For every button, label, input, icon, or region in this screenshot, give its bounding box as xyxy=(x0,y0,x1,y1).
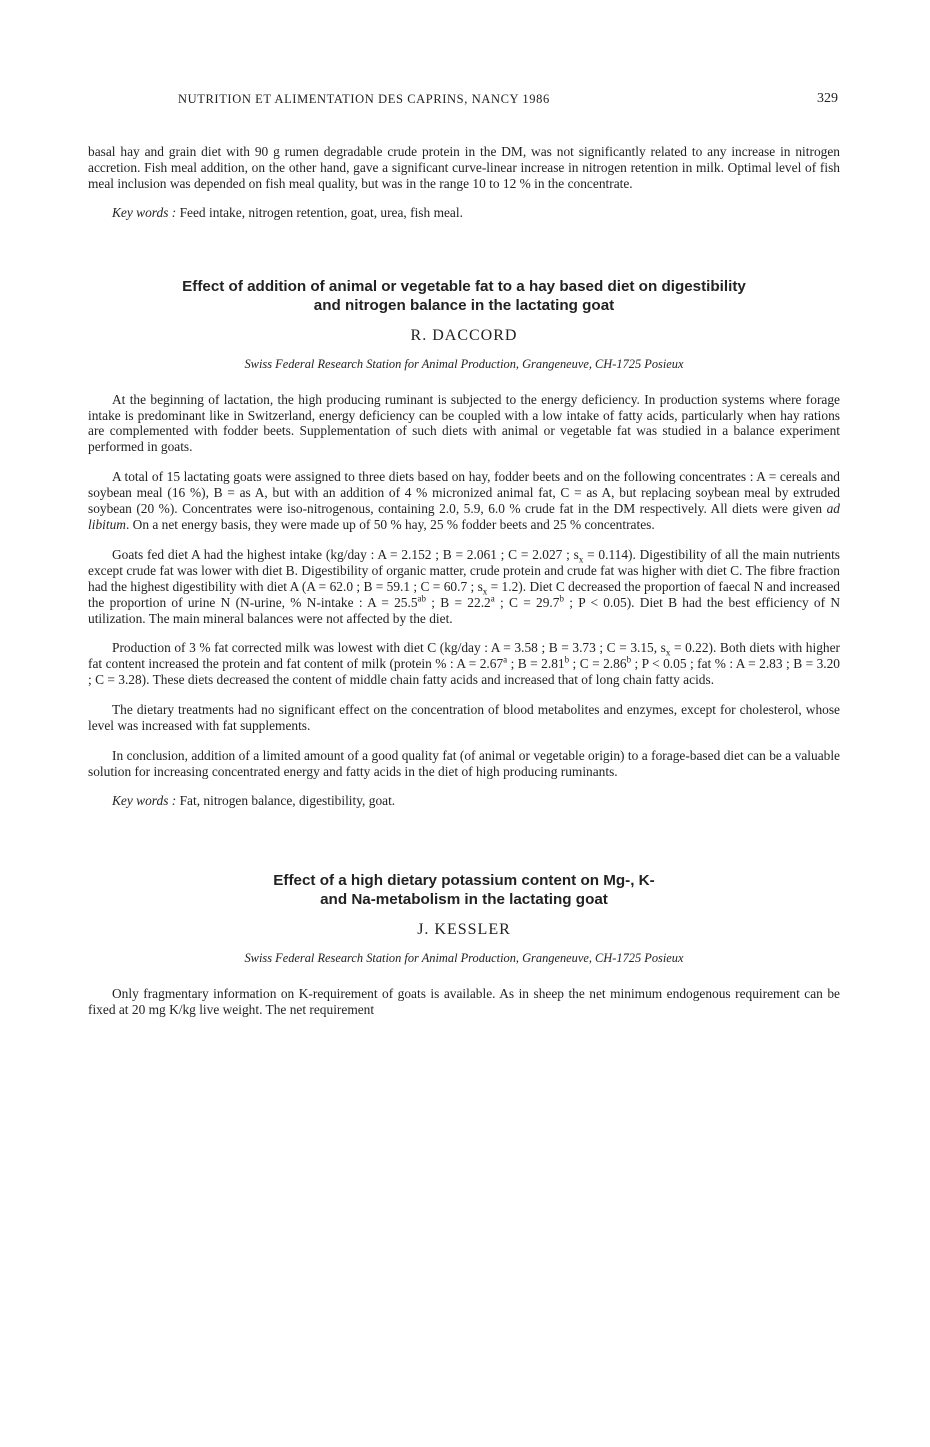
article1-author: R. DACCORD xyxy=(410,326,518,344)
keywords-label: Key words : xyxy=(112,204,177,220)
p4-text-b: = 0.22). Both diets with higher fat content increased the protein and fat content of milk (protein % : A = 2.67 xyxy=(88,640,840,672)
p4-sup-1: a xyxy=(503,654,508,665)
article1-keywords xyxy=(88,793,840,809)
page-number: 329 xyxy=(817,91,838,106)
p4-sup-2: b xyxy=(564,654,570,665)
article1-title xyxy=(88,277,840,315)
keywords-text: Fat, nitrogen balance, digestibility, goat. xyxy=(179,792,396,808)
intro-paragraph: basal hay and grain diet with 90 g rumen degradable crude protein in the DM, was not significantly related to any increase in nitrogen accretion. Fish meal addition, on the other hand, gave a significant curve-linear increase in nitrogen retention in milk. Optimal level of fish meal inclusion was depended on fish meal quality, but was in the range 10 to 12 % in the concentrate. xyxy=(88,144,840,191)
p3-sub-1: x xyxy=(578,554,584,565)
p3-text-b: = 0.114). Digestibility of all the main nutrients except crude fat was lower with diet B. Digestibility of organic matter, crude protein and crude fat was higher with diet C. The fibre fraction had the highest digestibility with diet A (A = 62.0 ; B = 59.1 ; C = 60.7 ; s xyxy=(88,546,840,594)
article1-paragraph-3 xyxy=(88,547,840,627)
article1-paragraph-4 xyxy=(88,640,840,688)
p4-text-d: ; C = 2.86 xyxy=(569,656,627,672)
running-title: NUTRITION ET ALIMENTATION DES CAPRINS, NANCY 1986 xyxy=(178,92,550,106)
keywords-label: Key words : xyxy=(112,792,177,808)
running-header xyxy=(88,92,840,116)
article1-paragraph-1: At the beginning of lactation, the high producing ruminant is subjected to the energy deficiency. In production systems where forage intake is predominant like in Switzerland, energy deficiency can be coupled with a low intake of fatty acids, particularly when hay rations are complemented with fodder beets. Supplementation of such diets with animal or vegetable fat was studied in a balance experiment performed in goats. xyxy=(88,391,840,455)
p3-text-e: ; C = 29.7 xyxy=(494,594,560,610)
p4-text-c: ; B = 2.81 xyxy=(507,656,565,672)
p4-text-e: ; P < 0.05 ; fat % : A = 2.83 ; B = 3.20 ; C = 3.28). These diets decreased the content of middle chain fatty acids and increased that of long chain fatty acids. xyxy=(88,656,841,688)
p3-sup-3: b xyxy=(559,593,564,604)
p3-sub-2: x xyxy=(482,586,488,597)
article1-affiliation: Swiss Federal Research Station for Animal Production, Grangeneuve, CH-1725 Posieux xyxy=(244,356,684,371)
article1-paragraph-5: The dietary treatments had no significant effect on the concentration of blood metabolites and enzymes, except for cholesterol, whose level was increased with fat supplements. xyxy=(88,702,840,734)
p4-sub-1: x xyxy=(665,648,671,659)
intro-keywords xyxy=(88,205,840,221)
p3-text-d: ; B = 22.2 xyxy=(426,594,491,610)
keywords-text: Feed intake, nitrogen retention, goat, urea, fish meal. xyxy=(179,204,463,220)
article2-affiliation: Swiss Federal Research Station for Animal Production, Grangeneuve, CH-1725 Posieux xyxy=(244,950,684,965)
article1-paragraph-2 xyxy=(88,469,840,533)
p4-text-a: Production of 3 % fat corrected milk was lowest with diet C (kg/day : A = 3.58 ; B = 3.73 ; C = 3.15, s xyxy=(112,640,666,656)
p3-text-a: Goats fed diet A had the highest intake (kg/day : A = 2.152 ; B = 2.061 ; C = 2.027 ; s xyxy=(112,546,579,562)
p3-text-f: ; P < 0.05). Diet B had the best efficiency of N utilization. The main mineral balances were not affected by the diet. xyxy=(88,594,841,626)
article2-author: J. KESSLER xyxy=(417,920,511,938)
article2-title-line1: Effect of a high dietary potassium content on Mg-, K- xyxy=(273,871,655,889)
article1-title-line1: Effect of addition of animal or vegetable fat to a hay based diet on digestibility xyxy=(182,277,746,295)
journal-page xyxy=(88,92,840,1017)
article2-title xyxy=(88,871,840,909)
article2-paragraph-1: Only fragmentary information on K-requirement of goats is available. As in sheep the net minimum endogenous requirement can be fixed at 20 mg K/kg live weight. The net requirement xyxy=(88,985,840,1017)
p4-sup-3: b xyxy=(626,654,632,665)
p2-text-a: A total of 15 lactating goats were assigned to three diets based on hay, fodder beets and on the following concentrates : A = cereals and soybean meal (16 %), B = as A, but with an addition of 4 % micronized animal fat, C = as A, but replacing soybean meal by extruded soybean (20 %). Concentrates were iso-nitrogenous, containing 2.0, 5.9, 6.0 % crude fat in the DM respectively. All diets were given xyxy=(88,469,840,517)
article1-paragraph-6: In conclusion, addition of a limited amount of a good quality fat (of animal or vegetable origin) to a forage-based diet can be a valuable solution for increasing concentrated energy and fatty acids in the diet of high producing ruminants. xyxy=(88,747,840,779)
p3-text-c: = 1.2). Diet C decreased the proportion of faecal N and increased the proportion of urine N (N-urine, % N-intake : A = 25.5 xyxy=(88,578,840,610)
p2-italic: ad libitum xyxy=(88,501,840,532)
article2-title-line2: and Na-metabolism in the lactating goat xyxy=(320,890,608,908)
p3-sup-1: ab xyxy=(417,593,427,604)
p3-sup-2: a xyxy=(490,593,495,604)
article1-title-line2: and nitrogen balance in the lactating goat xyxy=(313,296,615,314)
p2-text-b: . On a net energy basis, they were made up of 50 % hay, 25 % fodder beets and 25 % concentrates. xyxy=(125,516,655,532)
